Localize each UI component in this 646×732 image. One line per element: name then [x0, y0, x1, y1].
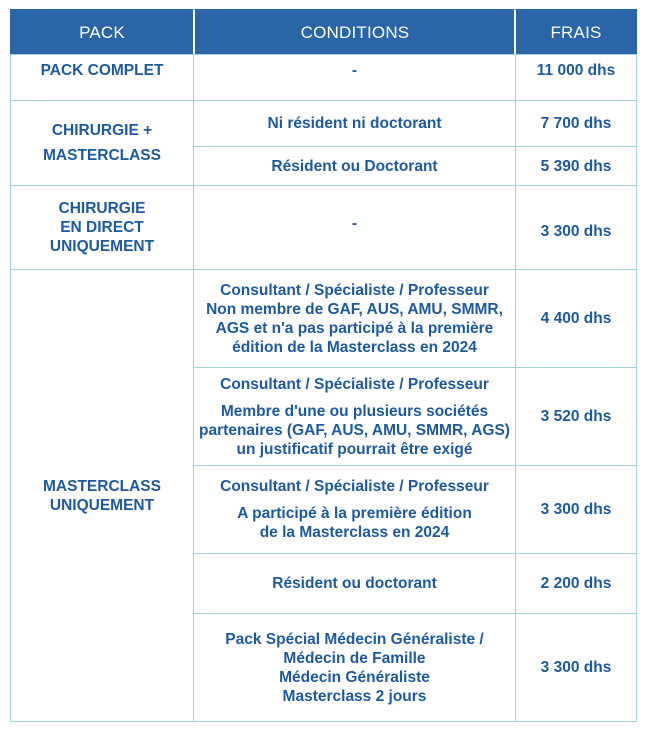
- mc-condition-2-line4: un justificatif pourrait être exigé: [236, 440, 473, 458]
- mc-condition-1-line4: édition de la Masterclass en 2024: [232, 338, 477, 356]
- pack-complet-condition-text: -: [351, 62, 358, 79]
- pack-chirurgie-direct-line1: CHIRURGIE: [58, 200, 146, 217]
- mc-price-1: [515, 269, 637, 368]
- cd-price: [515, 185, 637, 270]
- cd-condition: [193, 185, 516, 270]
- cm-price-2-text: 5 390 dhs: [540, 157, 612, 175]
- pack-chirurgie-masterclass-line2: MASTERCLASS: [43, 147, 161, 164]
- cm-condition-1-text: Ni résident ni doctorant: [267, 115, 442, 132]
- mc-price-2: [515, 367, 637, 466]
- mc-price-1-text: 4 400 dhs: [540, 310, 612, 327]
- mc-condition-2-line1: Consultant / Spécialiste / Professeur: [220, 375, 489, 393]
- mc-price-5-text: 3 300 dhs: [540, 659, 612, 676]
- header-frais: FRAIS: [514, 9, 637, 55]
- mc-condition-2-line3: partenaires (GAF, AUS, AMU, SMMR, AGS): [199, 421, 510, 439]
- mc-price-3-text: 3 300 dhs: [540, 501, 612, 518]
- pack-chirurgie-direct-line3: UNIQUEMENT: [49, 238, 155, 255]
- mc-condition-3-line3: de la Masterclass en 2024: [259, 524, 450, 541]
- pack-chirurgie-direct-line2: EN DIRECT: [60, 219, 144, 236]
- cd-price-text: 3 300 dhs: [540, 223, 612, 240]
- pack-chirurgie-masterclass: [10, 100, 194, 186]
- mc-condition-1: [193, 269, 516, 368]
- mc-condition-2: [193, 367, 516, 466]
- cm-price-1: [515, 100, 637, 147]
- pack-complet-price-text: 11 000 dhs: [536, 62, 616, 79]
- mc-price-5: [515, 613, 637, 722]
- pack-chirurgie-masterclass-line1: CHIRURGIE +: [51, 122, 153, 139]
- mc-price-4: [515, 553, 637, 614]
- mc-condition-3: [193, 465, 516, 554]
- mc-condition-3-line1: Consultant / Spécialiste / Professeur: [220, 478, 489, 495]
- pack-complet: [10, 54, 194, 101]
- pack-complet-price: [515, 54, 637, 101]
- pack-masterclass-line2: UNIQUEMENT: [49, 496, 155, 514]
- pack-chirurgie-direct: [10, 185, 194, 270]
- mc-price-4-text: 2 200 dhs: [540, 575, 612, 592]
- mc-price-3: [515, 465, 637, 554]
- mc-condition-3-line2: A participé à la première édition: [237, 505, 472, 522]
- pack-complet-label: PACK COMPLET: [40, 62, 164, 79]
- cm-condition-2: [193, 146, 516, 186]
- cm-condition-1: [193, 100, 516, 147]
- mc-price-2-text: 3 520 dhs: [540, 408, 612, 425]
- pack-masterclass-line1: MASTERCLASS: [43, 477, 161, 495]
- cd-condition-text: -: [351, 215, 358, 232]
- cm-price-2: [515, 146, 637, 186]
- cm-price-1-text: 7 700 dhs: [540, 115, 612, 132]
- pack-complet-condition: [193, 54, 516, 101]
- pricing-table: [10, 9, 637, 722]
- mc-condition-5-line4: Masterclass 2 jours: [282, 687, 427, 705]
- header-conditions: CONDITIONS: [193, 9, 516, 55]
- header-pack: PACK: [10, 9, 194, 55]
- mc-condition-5-line1: Pack Spécial Médecin Généraliste /: [225, 630, 484, 648]
- mc-condition-1-line3: AGS et n'a pas participé à la première: [215, 319, 494, 337]
- mc-condition-5-line2: Médecin de Famille: [283, 649, 426, 667]
- mc-condition-4-line1: Résident ou doctorant: [272, 575, 437, 592]
- mc-condition-5: [193, 613, 516, 722]
- mc-condition-2-line2: Membre d'une ou plusieurs sociétés: [220, 402, 489, 420]
- mc-condition-5-line3: Médecin Généraliste: [279, 668, 430, 686]
- mc-condition-4: [193, 553, 516, 614]
- cm-condition-2-text: Résident ou Doctorant: [271, 157, 438, 175]
- pack-masterclass: [10, 269, 194, 722]
- mc-condition-1-line1: Consultant / Spécialiste / Professeur: [220, 281, 489, 299]
- mc-condition-1-line2: Non membre de GAF, AUS, AMU, SMMR,: [206, 300, 503, 318]
